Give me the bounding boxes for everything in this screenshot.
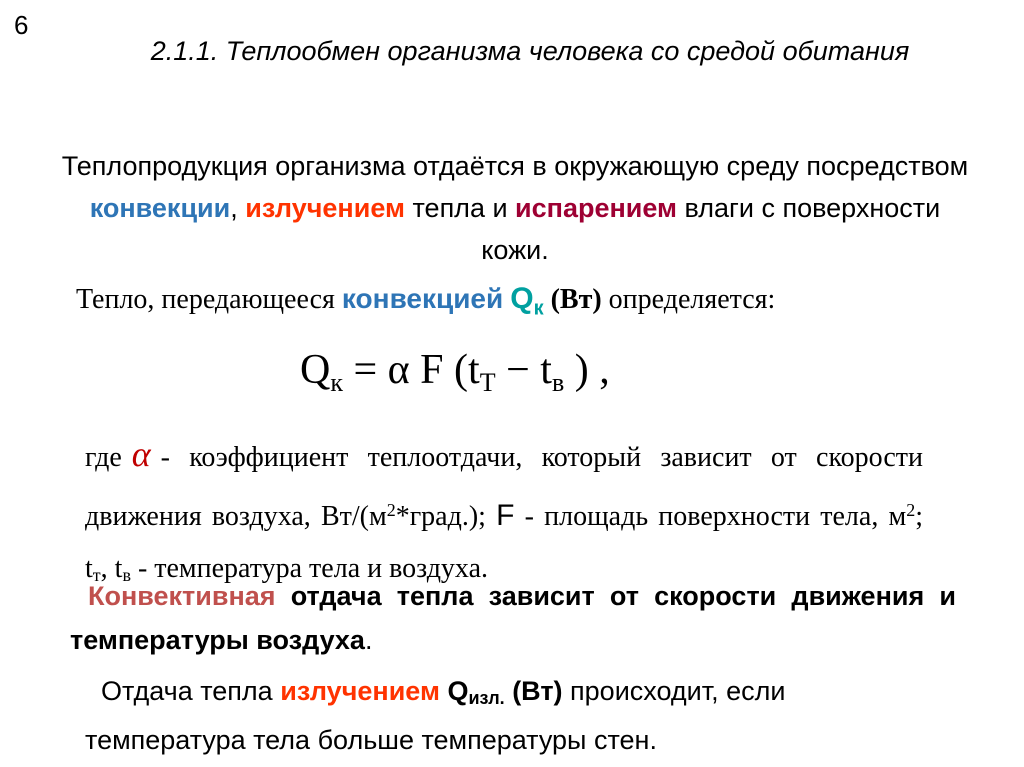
alpha-symbol: α	[131, 434, 151, 474]
convection-formula	[300, 346, 610, 398]
convective-keyword: Конвективная	[88, 581, 276, 611]
intro-text: Теплопродукция организма отдаётся в окружающую среду посредством	[61, 151, 969, 181]
radiation-unit: (Вт)	[504, 676, 563, 706]
radiation-keyword: излучением	[280, 676, 440, 706]
q-rad-subscript: изл.	[468, 688, 505, 708]
convection-prefix: Тепло, передающееся	[76, 284, 342, 315]
formula-q: Q	[300, 347, 331, 393]
convection-keyword: конвекцией	[341, 283, 504, 314]
formula-minus: − t	[495, 347, 552, 393]
convection-definition	[76, 282, 775, 321]
explanation-text: *град.);	[395, 501, 497, 532]
explanation-text: , t	[100, 553, 123, 584]
explanation-text: - температура тела и воздуха.	[130, 553, 488, 584]
subscript: в	[122, 565, 131, 585]
where-label: где	[85, 442, 122, 473]
convection-term: конвекции	[89, 193, 231, 223]
formula-t1-sub: Т	[479, 368, 496, 397]
intro-text: тепла и	[404, 193, 516, 223]
radiation-term: излучением	[245, 193, 405, 223]
subscript: т	[92, 565, 101, 585]
radiation-paragraph	[85, 670, 915, 761]
intro-comma: ,	[230, 193, 246, 223]
intro-text: влаги с поверхности кожи.	[481, 193, 941, 265]
q-symbol: Q	[510, 282, 534, 315]
superscript: 2	[906, 500, 916, 520]
convection-suffix: определяется:	[601, 284, 776, 315]
evaporation-term: испарением	[515, 193, 678, 223]
radiation-prefix: Отдача тепла	[101, 676, 281, 706]
f-symbol: F	[496, 499, 515, 532]
superscript: 2	[386, 500, 396, 520]
formula-q-sub: к	[330, 368, 343, 397]
formula-end: ) ,	[564, 347, 610, 393]
explanation-text: - коэффициент теплоотдачи, который зависит от скорости движения воздуха, Вт/(м	[85, 442, 923, 532]
convective-paragraph	[70, 574, 956, 662]
slide-number: 6	[14, 10, 29, 40]
convective-text: отдача тепла зависит от скорости движения и температуры воздуха	[70, 581, 956, 655]
explanation-text: - площадь поверхности тела, м	[514, 501, 907, 532]
explanation-text: ; t	[85, 501, 924, 584]
radiation-suffix: происходит, если температура тела больше температуры стен.	[85, 676, 786, 755]
unit-label: (Вт)	[550, 284, 602, 315]
q-rad-symbol: Q	[447, 676, 469, 706]
q-subscript: к	[533, 297, 544, 320]
intro-paragraph	[60, 145, 970, 271]
slide-title: 2.1.1. Теплообмен организма человека со средой обитания	[150, 36, 910, 66]
formula-t2-sub: в	[551, 368, 565, 397]
convective-end: .	[364, 625, 373, 655]
formula-body: = α F (t	[342, 347, 480, 393]
